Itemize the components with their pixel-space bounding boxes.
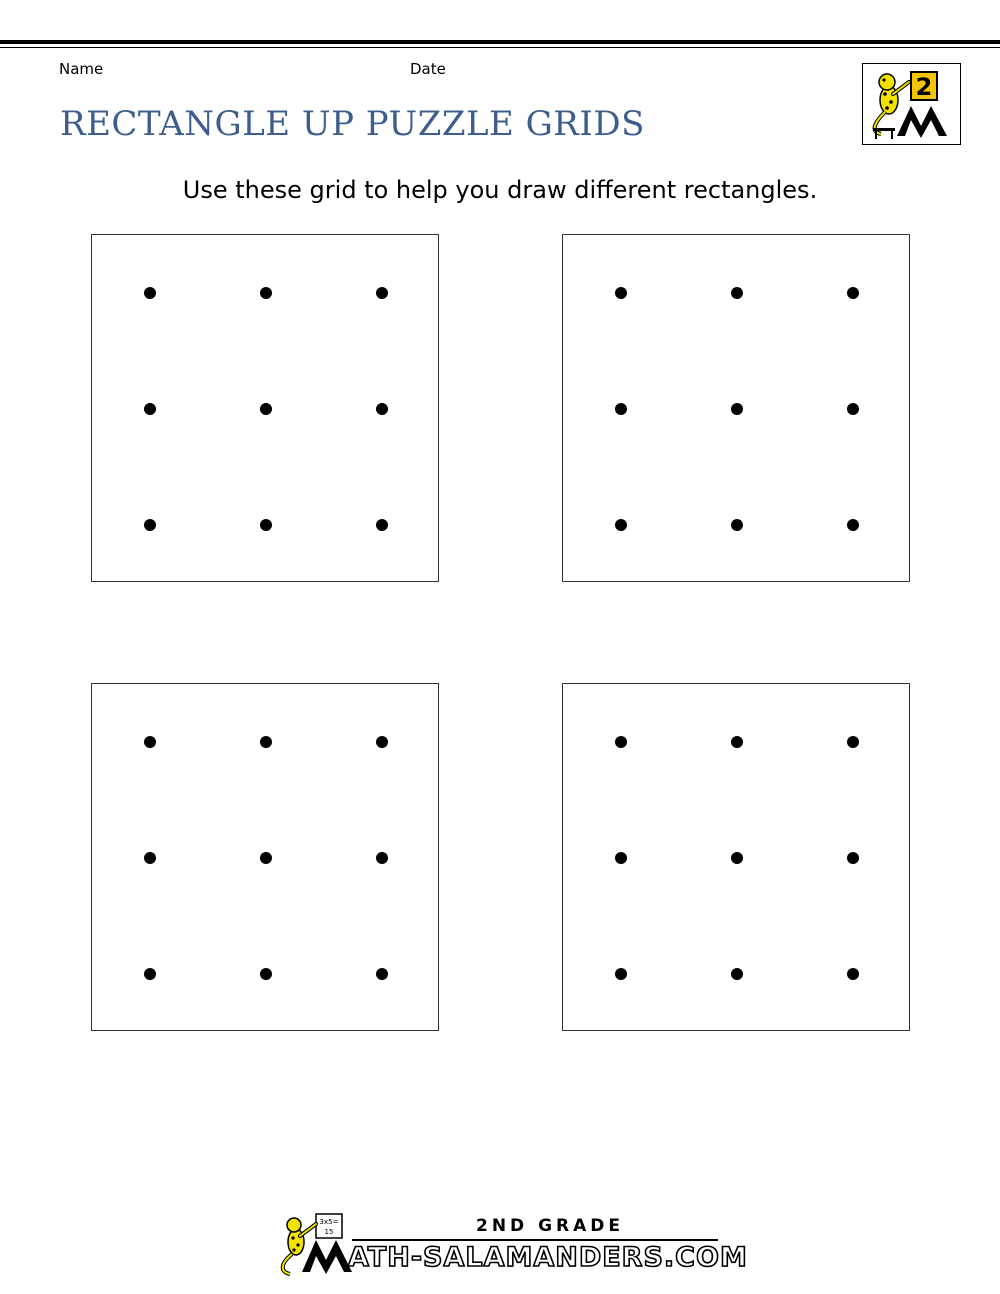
grid-dot[interactable] (731, 287, 743, 299)
grid-dot[interactable] (847, 736, 859, 748)
page-title: RECTANGLE UP PUZZLE GRIDS (60, 104, 645, 144)
grid-dot[interactable] (731, 519, 743, 531)
grid-dot[interactable] (144, 519, 156, 531)
grid-dot[interactable] (144, 287, 156, 299)
grid-dot[interactable] (731, 736, 743, 748)
name-label: Name (59, 60, 104, 78)
grid-dot[interactable] (376, 287, 388, 299)
grid-dot[interactable] (731, 852, 743, 864)
dot-grid-1[interactable] (91, 234, 439, 582)
grid-dot[interactable] (260, 736, 272, 748)
grid-dot[interactable] (376, 968, 388, 980)
svg-text:3x5=: 3x5= (319, 1218, 339, 1226)
grid-dot[interactable] (376, 852, 388, 864)
dot-grid-4[interactable] (562, 683, 910, 1031)
top-rule-thick (0, 40, 1000, 44)
dot-grid-2[interactable] (562, 234, 910, 582)
grid-dot[interactable] (847, 852, 859, 864)
grid-dot[interactable] (376, 736, 388, 748)
grid-dot[interactable] (376, 403, 388, 415)
footer-grade-text: 2ND GRADE (476, 1216, 625, 1236)
logo-grade-number: 2 (915, 73, 933, 101)
grid-dot[interactable] (144, 736, 156, 748)
grid-dot[interactable] (144, 403, 156, 415)
top-rule-thin (0, 47, 1000, 48)
footer-logo (276, 1212, 748, 1276)
grid-dot[interactable] (144, 968, 156, 980)
grid-dot[interactable] (847, 403, 859, 415)
footer-site-text[interactable]: ATH-SALAMANDERS.COM (348, 1242, 748, 1273)
grid-dot[interactable] (615, 736, 627, 748)
dot-grid-3[interactable] (91, 683, 439, 1031)
grid-dot[interactable] (615, 519, 627, 531)
grid-dot[interactable] (260, 968, 272, 980)
grid-dot[interactable] (260, 287, 272, 299)
grade-logo (862, 63, 961, 145)
grid-dot[interactable] (731, 968, 743, 980)
grid-dot[interactable] (615, 968, 627, 980)
instruction-text: Use these grid to help you draw different rectangles. (182, 176, 818, 204)
grid-dot[interactable] (847, 287, 859, 299)
grid-dot[interactable] (615, 403, 627, 415)
grid-dot[interactable] (847, 519, 859, 531)
grid-dot[interactable] (260, 519, 272, 531)
grid-dot[interactable] (376, 519, 388, 531)
svg-text:15: 15 (324, 1228, 334, 1236)
grid-dot[interactable] (144, 852, 156, 864)
grid-dot[interactable] (260, 852, 272, 864)
grid-dot[interactable] (260, 403, 272, 415)
salamander-logo-icon (863, 64, 959, 143)
grid-dot[interactable] (615, 287, 627, 299)
grid-dot[interactable] (847, 968, 859, 980)
date-label: Date (410, 60, 446, 78)
grid-dot[interactable] (731, 403, 743, 415)
grid-dot[interactable] (615, 852, 627, 864)
